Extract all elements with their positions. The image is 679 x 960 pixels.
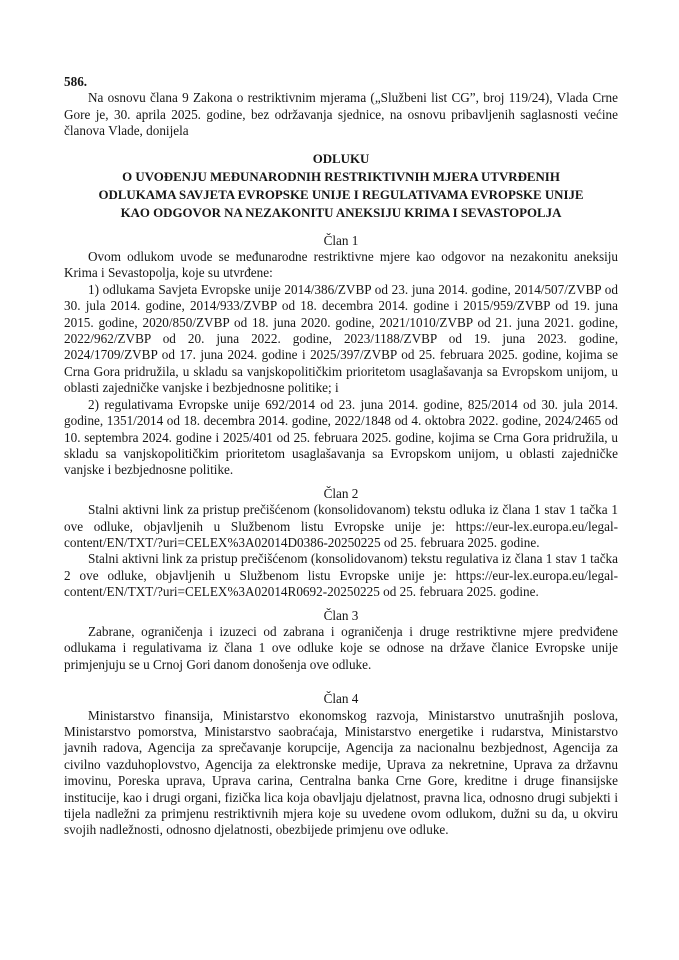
- article-2-heading: Član 2: [323, 485, 359, 501]
- article-4: [64, 691, 618, 839]
- decision-title-line-1: ODLUKU: [312, 151, 370, 166]
- decision-title-line-3: ODLUKAMA SAVJETA EVROPSKE UNIJE I REGULATIVAMA EVROPSKE UNIJE: [98, 187, 584, 202]
- article-1-heading: Član 1: [323, 232, 359, 248]
- item-number: 586.: [64, 74, 88, 89]
- article-3-paragraph-1: Zabrane, ograničenja i izuzeci od zabrana i ograničenja i druge restriktivne mjere predviđene odlukama i regulativama iz člana 1 ove odluke koje se odnose na države članice Evropske unije primjenjuju se u Crnoj Gori danom donošenja ove odluke.: [64, 623, 618, 672]
- article-1-paragraph-3: 2) regulativama Evropske unije 692/2014 od 23. juna 2014. godine, 825/2014 od 30. jula 2014. godine, 1351/2014 od 18. decembra 2014. godine, 2022/1848 od 4. oktobra 2022. godine, 2024/2465 od 10. septembra 2024. godine i 2025/401 od 25. februara 2025. godine, kojima se Crna Gora pridružila, u skladu sa vanjskopolitičkim prioritetom usaglašavanja sa Evropskom unijom, u oblasti zajedničke vanjske i bezbjednosne politike.: [64, 396, 618, 478]
- article-1-paragraph-2: 1) odlukama Savjeta Evropske unije 2014/386/ZVBP od 23. juna 2014. godine, 2014/507/ZVBP od 30. jula 2014. godine, 2014/933/ZVBP od 18. decembra 2014. godine i 2015/959/ZVBP od 19. juna 2015. godine, 2020/850/ZVBP od 18. juna 2020. godine, 2021/1010/ZVBP od 21. juna 2021. godine, 2022/962/ZVBP od 20. juna 2022. godine, 2023/1188/ZVBP od 19. juna 2023. godine, 2024/1709/ZVBP od 17. juna 2024. godine i 2025/397/ZVBP od 25. februara 2025. godine, kojima se Crna Gora pridružila, u skladu sa vanjskopolitičkim prioritetom usaglašavanja sa Evropskom unijom, u oblasti zajedničke vanjske i bezbjednosne politike; i: [64, 281, 618, 396]
- document-page: [64, 74, 618, 839]
- article-4-paragraph-1: Ministarstvo finansija, Ministarstvo ekonomskog razvoja, Ministarstvo unutrašnjih poslova, Ministarstvo pomorstva, Ministarstvo saobraćaja, Ministarstvo energetike i rudarstva, Ministarstvo javnih radova, Agencija za sprečavanje korupcije, Agencija za nacionalnu bezbjednost, Agencija za civilno vazduhoplovstvo, Agencija za elektronske medije, Uprava za nekretnine, Uprava za državnu imovinu, Poreska uprava, Uprava carina, Centralna banka Crne Gore, kreditne i druge finansijske institucije, kao i drugi organi, fizička lica koja obavljaju djelatnost, pravna lica, odnosno drugi subjekti i tijela nadležni za primjenu restriktivnih mjera koje su uvedene ovom odlukom, dužni su da, u okviru svojih nadležnosti, odnosno djelatnosti, obezbijede primjenu ove odluke.: [64, 707, 618, 838]
- decision-title-line-2: O UVOĐENJU MEĐUNARODNIH RESTRIKTIVNIH MJERA UTVRĐENIH: [122, 169, 560, 184]
- article-4-heading: Član 4: [323, 691, 359, 707]
- article-1: [64, 233, 618, 479]
- article-2-paragraph-2: Stalni aktivni link za pristup prečišćenom (konsolidovanom) tekstu regulativa iz člana 1 stav 1 tačka 2 ove odluke, objavljenih u Službenom listu Evropske unije je: https://eur-lex.europa.eu/legal-content/EN/TXT/?uri=CELEX%3A02014R0692-20250225 od 25. februara 2025. godine.: [64, 551, 618, 600]
- article-3-heading: Član 3: [323, 607, 359, 623]
- article-1-paragraph-1: Ovom odlukom uvode se međunarodne restriktivne mjere kao odgovor na nezakonitu aneksiju Krima i Sevastopolja, koje su utvrđene:: [64, 249, 618, 281]
- decision-title: [64, 150, 618, 222]
- article-2: [64, 486, 618, 601]
- decision-title-line-4: KAO ODGOVOR NA NEZAKONITU ANEKSIJU KRIMA I SEVASTOPOLJA: [120, 205, 562, 220]
- preamble-paragraph: Na osnovu člana 9 Zakona o restriktivnim mjerama („Službeni list CG”, broj 119/24), Vlada Crne Gore je, 30. aprila 2025. godine, bez održavanja sjednice, na osnovu pribavljenih saglasnosti većine članova Vlade, donijela: [64, 90, 618, 139]
- article-2-paragraph-1: Stalni aktivni link za pristup prečišćenom (konsolidovanom) tekstu odluka iz člana 1 stav 1 tačka 1 ove odluke, objavljenih u Službenom listu Evropske unije je: https://eur-lex.europa.eu/legal-content/EN/TXT/?uri=CELEX%3A02014D0386-20250225 od 25. februara 2025. godine.: [64, 502, 618, 550]
- article-3: [64, 608, 618, 674]
